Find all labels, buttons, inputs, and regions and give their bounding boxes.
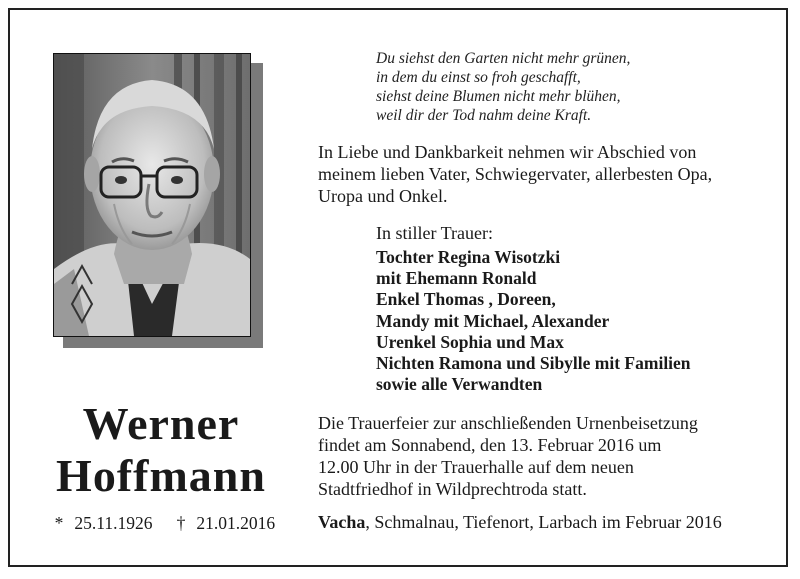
place-primary: Vacha [318, 512, 366, 532]
portrait-photo [53, 53, 251, 337]
farewell-text [318, 141, 768, 207]
mourner-line: Tochter Regina Wisotzki [376, 247, 561, 267]
poem-line: weil dir der Tod nahm deine Kraft. [376, 107, 592, 124]
portrait-illustration [54, 54, 250, 336]
mourner-line: Urenkel Sophia und Max [376, 331, 564, 352]
birth-symbol: * [54, 513, 64, 533]
farewell-line: Uropa und Onkel. [318, 186, 448, 206]
birth-date: 25.11.1926 [74, 513, 153, 533]
deceased-last-name: Hoffmann [56, 450, 266, 501]
mourner-line: Mandy mit Michael, Alexander [376, 310, 610, 331]
funeral-line: findet am Sonnabend, den 13. Februar 2016 um [318, 435, 662, 455]
farewell-line: meinem lieben Vater, Schwiegervater, allerbesten Opa, [318, 164, 713, 184]
mourner-line: Nichten Ramona und Sibylle mit Familien [376, 353, 691, 374]
mourning-label: In stiller Trauer: [376, 223, 493, 243]
funeral-line: 12.00 Uhr in der Trauerhalle auf dem neuen [318, 457, 634, 477]
mourner-line: Enkel Thomas , Doreen, [376, 289, 556, 310]
places-date-line [318, 512, 722, 533]
mourners-list [376, 247, 691, 395]
poem-line: siehst deine Blumen nicht mehr blühen, [376, 88, 621, 105]
places-rest: , Schmalnau, Tiefenort, Larbach im Februar 2016 [365, 512, 722, 532]
deceased-first-name: Werner [82, 398, 240, 449]
deceased-name [30, 398, 292, 502]
life-dates [48, 513, 275, 534]
funeral-line: Die Trauerfeier zur anschließenden Urnenbeisetzung [318, 413, 698, 433]
poem-line: Du siehst den Garten nicht mehr grünen, [376, 50, 631, 67]
farewell-line: In Liebe und Dankbarkeit nehmen wir Abschied von [318, 142, 697, 162]
death-date: 21.01.2016 [196, 513, 276, 533]
poem [376, 49, 676, 125]
poem-line: in dem du einst so froh geschafft, [376, 69, 581, 86]
death-cross-icon: † [176, 513, 186, 533]
mourner-line: mit Ehemann Ronald [376, 268, 537, 289]
mourner-line: sowie alle Verwandten [376, 374, 543, 395]
funeral-info [318, 412, 778, 500]
funeral-line: Stadtfriedhof in Wildprechtroda statt. [318, 479, 587, 499]
